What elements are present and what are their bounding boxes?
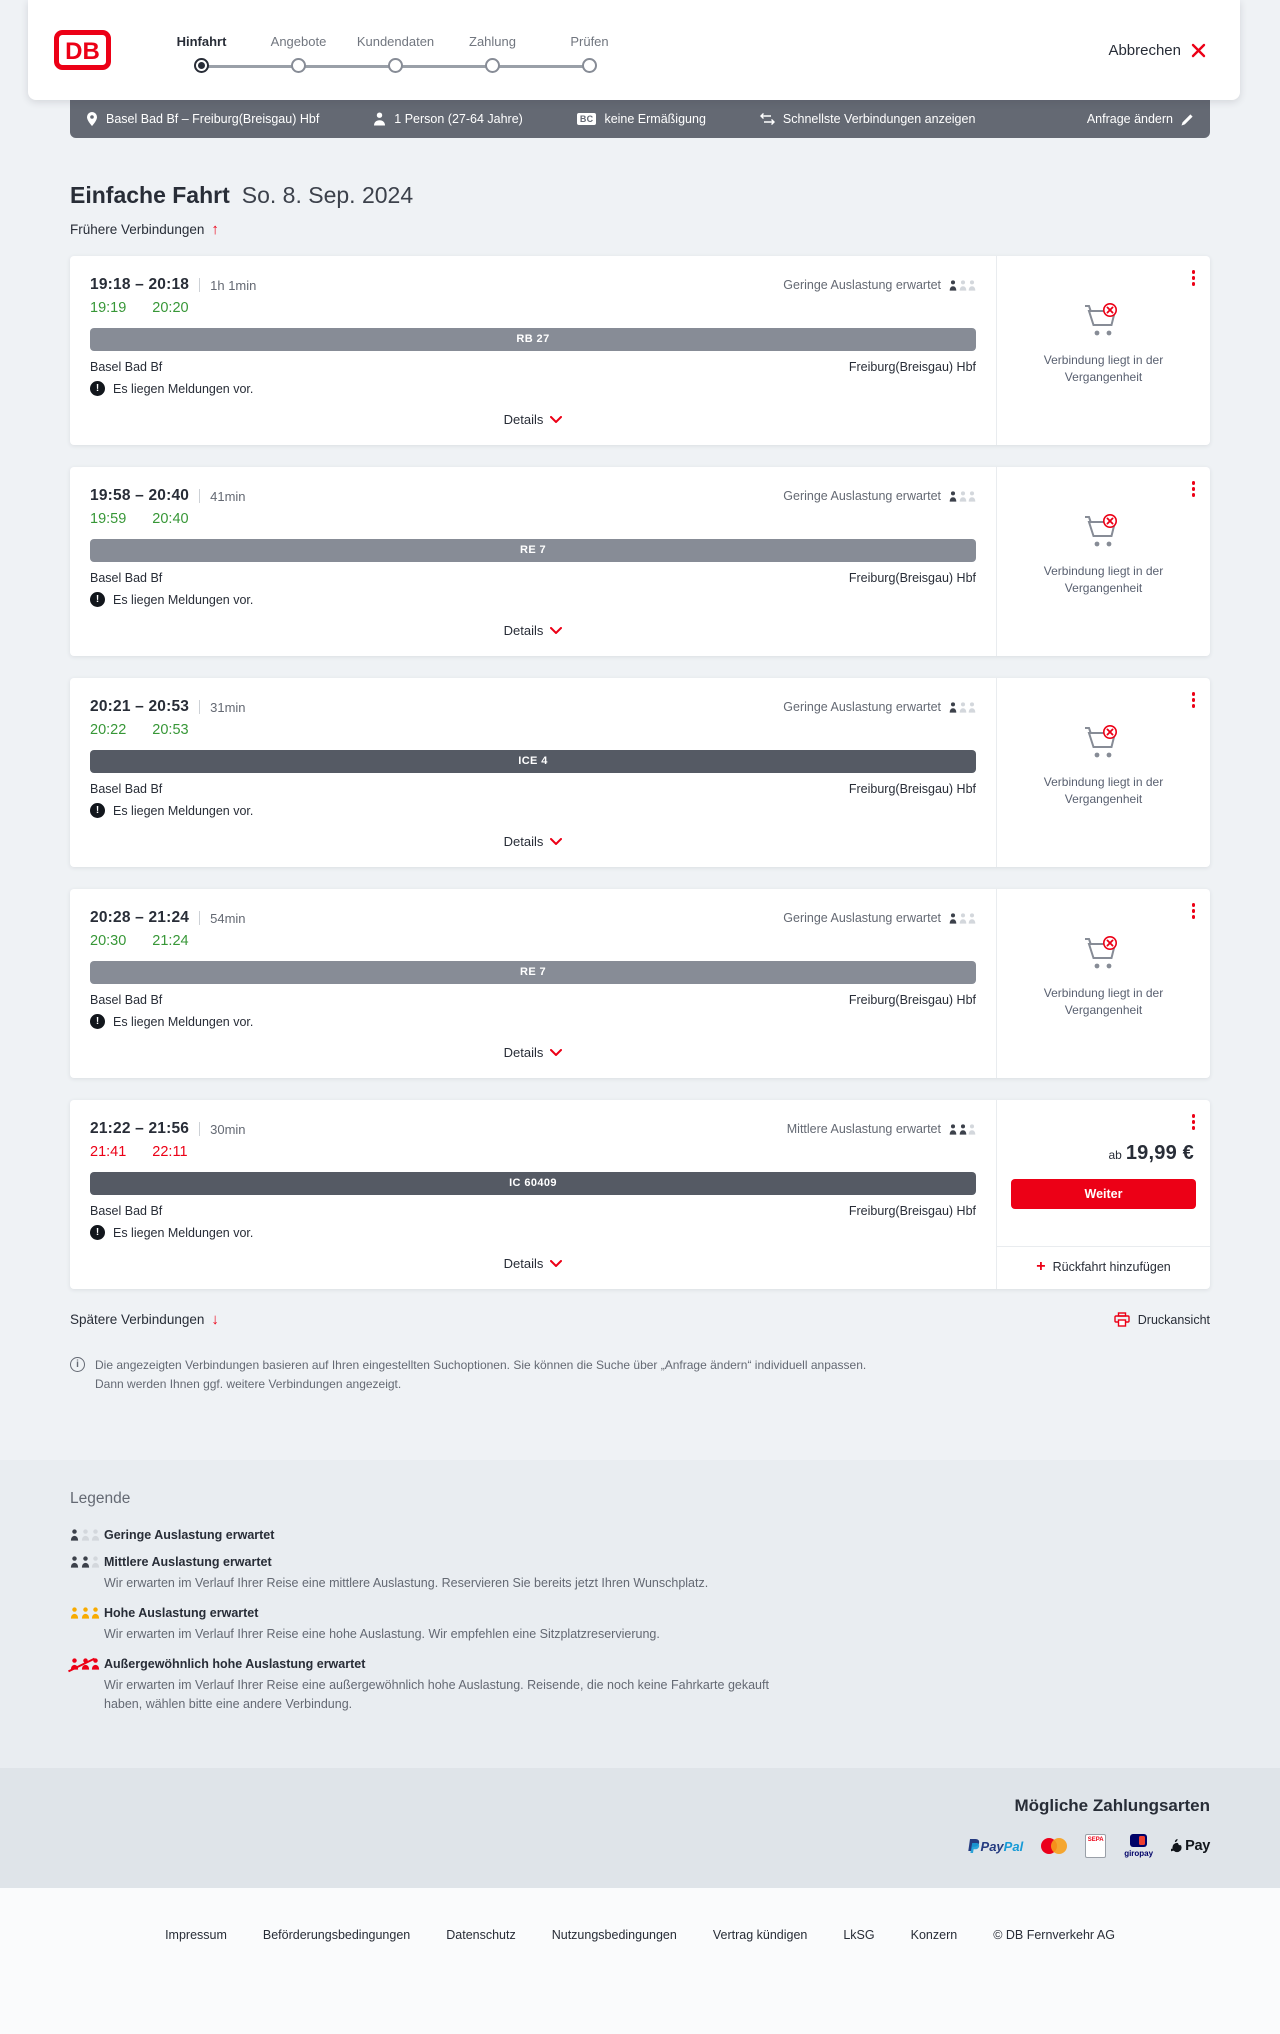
occupancy-legend-icon [70,1529,93,1541]
occupancy-icon [949,280,976,291]
stepper-step-dot [291,58,306,73]
search-options-info-text: Die angezeigten Verbindungen basieren auf Ihren eingestellten Suchoptionen. Sie können die Suche über „Anfrage ändern“ individuell anpassen. Dann werden Ihnen ggf. weitere Verbindungen angezeigt. [95,1358,867,1392]
details-toggle[interactable] [90,408,976,433]
journey-message-label: Es liegen Meldungen vor. [113,1014,254,1029]
stepper-step-dot [485,58,500,73]
details-label: Details [503,412,544,427]
query-traveler [373,112,523,126]
journey-card [70,256,1210,445]
past-connection-panel [1018,935,1190,1020]
occupancy-indicator [783,911,976,925]
bahncard-icon: BC [577,113,597,125]
details-label: Details [503,623,544,638]
real-departure-time: 19:19 [90,300,127,316]
occupancy-icon [949,1124,976,1135]
journey-message [90,1014,976,1029]
cart-unavailable-icon [1018,513,1190,551]
footer-link[interactable]: Vertrag kündigen [712,1928,808,1943]
travel-date: So. 8. Sep. 2024 [241,182,414,208]
footer-link[interactable]: Nutzungsbedingungen [551,1928,677,1943]
page-head [70,182,1210,209]
real-arrival-time: 20:53 [152,722,189,738]
details-label: Details [503,1256,544,1271]
payment-title: Mögliche Zahlungsarten [1014,1796,1210,1816]
past-connection-caption: Verbindung liegt in der Vergangenheit [1043,986,1164,1018]
occupancy-indicator [787,1122,976,1136]
journey-header [90,1120,976,1138]
print-view-label: Druckansicht [1137,1312,1210,1327]
journey-time-range: 21:22 – 21:56 [90,1120,190,1137]
stepper-step[interactable] [250,34,347,73]
more-options-button[interactable] [1190,268,1198,288]
occupancy-legend-icon [70,1556,93,1568]
journey-card-body [70,467,996,656]
later-connections-link[interactable] [70,1311,219,1328]
destination-station: Freiburg(Breisgau) Hbf [848,360,976,374]
past-connection-panel [1018,513,1190,598]
chevron-down-icon [550,416,562,423]
occupancy-label: Geringe Auslastung erwartet [783,911,941,925]
journey-header [90,487,976,505]
stepper-step[interactable] [444,34,541,73]
journey-card-body [70,1100,996,1289]
later-connections-label: Spätere Verbindungen [70,1312,205,1327]
real-departure-time: 19:59 [90,511,127,527]
booking-stepper [153,28,638,73]
journey-header [90,909,976,927]
real-departure-time: 20:30 [90,933,127,949]
journey-duration: 30min [210,1121,246,1137]
svg-text:DB: DB [65,38,100,65]
journey-card [70,678,1210,867]
past-connection-panel [1018,302,1190,387]
search-options-info [70,1356,870,1394]
pencil-icon [1181,113,1194,126]
occupancy-indicator [783,700,976,714]
train-segment-bar: RE 7 [90,539,976,562]
more-options-button[interactable] [1190,690,1198,710]
sepa-lastschrift-icon: SEPA [1085,1834,1106,1858]
occupancy-icon [949,913,976,924]
real-arrival-time: 20:20 [152,300,189,316]
legend-item [70,1528,1210,1542]
journey-message [90,381,976,396]
journey-time-range: 20:21 – 20:53 [90,698,190,715]
payment-section [0,1768,1280,1888]
stepper-step-label: Zahlung [469,33,516,49]
journey-duration: 31min [210,699,246,715]
more-options-button[interactable] [1190,1112,1198,1132]
legend-section [0,1460,1280,1768]
connections-main [70,138,1210,1460]
train-segment-bar: IC 60409 [90,1172,976,1195]
chevron-down-icon [550,627,562,634]
occupancy-icon [949,702,976,713]
add-return-trip-button[interactable] [997,1246,1210,1279]
train-segment-bar: RB 27 [90,328,976,351]
journey-stations [90,571,976,585]
stepper-step-dot [582,58,597,73]
close-icon [1191,43,1206,58]
stepper-step-label: Kundendaten [356,33,435,49]
cancel-label: Abbrechen [1108,41,1181,59]
chevron-down-icon [550,1260,562,1267]
alert-icon: ! [90,1014,105,1029]
journey-real-times [90,933,976,949]
legend-title: Legende [70,1490,131,1508]
journey-real-times [90,511,976,527]
legend-item-description: Wir erwarten im Verlauf Ihrer Reise eine mittlere Auslastung. Reservieren Sie bereits jetzt Ihren Wunschplatz. [104,1576,709,1591]
journey-card [70,467,1210,656]
earlier-connections-label: Frühere Verbindungen [70,222,205,237]
plus-icon: + [1036,1258,1046,1275]
journey-duration: 41min [210,488,246,504]
divider [199,911,200,925]
occupancy-icon [949,491,976,502]
journey-card-side-panel [996,1100,1210,1289]
later-row [70,1311,1210,1328]
offer-panel [1011,1114,1196,1279]
add-return-trip-label: Rückfahrt hinzufügen [1052,1260,1171,1274]
arrow-up-icon: ↑ [211,221,219,238]
journey-card-body [70,889,996,1078]
price [1011,1142,1196,1165]
apple-pay-icon: Pay [1171,1838,1210,1854]
alert-icon: ! [90,381,105,396]
printer-icon [1114,1312,1130,1327]
real-arrival-time: 22:11 [152,1144,188,1160]
continue-button[interactable]: Weiter [1011,1179,1196,1209]
journey-time-range: 19:18 – 20:18 [90,276,190,293]
journey-stations [90,1204,976,1218]
details-label: Details [503,1045,544,1060]
real-departure-time: 21:41 [90,1144,127,1160]
journey-message [90,1225,976,1240]
details-toggle[interactable] [90,830,976,855]
legend-item-label: Mittlere Auslastung erwartet [104,1555,272,1570]
journey-message-label: Es liegen Meldungen vor. [113,803,254,818]
journey-card-body [70,678,996,867]
query-traveler-label: 1 Person (27-64 Jahre) [394,112,523,126]
origin-station: Basel Bad Bf [90,1204,163,1218]
stepper-step[interactable] [153,34,250,73]
occupancy-indicator [783,489,976,503]
legend-item [70,1657,1210,1714]
mastercard-icon [1041,1838,1067,1854]
details-toggle[interactable] [90,1041,976,1066]
alert-icon: ! [90,803,105,818]
legend-item [70,1606,1210,1644]
journey-card [70,1100,1210,1289]
journey-stations [90,360,976,374]
query-summary-bar [70,100,1210,138]
query-route [86,111,319,127]
cancel-button[interactable] [1108,42,1206,59]
edit-query-button[interactable] [1087,112,1194,126]
occupancy-label: Geringe Auslastung erwartet [783,489,941,503]
divider [199,700,200,714]
journey-card-side-panel [996,467,1210,656]
stepper-step-label: Hinfahrt [176,33,227,49]
real-arrival-time: 21:24 [152,933,189,949]
price-prefix: ab [1108,1148,1122,1162]
cart-unavailable-icon [1018,302,1190,340]
destination-station: Freiburg(Breisgau) Hbf [848,571,976,585]
copyright: © DB Fernverkehr AG [993,1928,1115,1943]
journey-duration: 54min [210,910,246,926]
legend-item-description: Wir erwarten im Verlauf Ihrer Reise eine hohe Auslastung. Wir empfehlen eine Sitzplatzreservierung. [104,1627,660,1642]
footer-link[interactable]: LkSG [843,1928,875,1943]
real-arrival-time: 20:40 [152,511,189,527]
origin-station: Basel Bad Bf [90,360,163,374]
db-logo [54,30,111,70]
occupancy-label: Geringe Auslastung erwartet [783,700,941,714]
info-icon: i [70,1357,85,1372]
alert-icon: ! [90,1225,105,1240]
journey-header [90,698,976,716]
footer-link[interactable]: Impressum [165,1928,227,1943]
paypal-icon: PayPal [967,1838,1024,1854]
occupancy-label: Geringe Auslastung erwartet [783,278,941,292]
origin-station: Basel Bad Bf [90,782,163,796]
stepper-step-label: Prüfen [570,33,609,49]
journey-card-body [70,256,996,445]
divider [199,1122,200,1136]
journey-message [90,592,976,607]
query-fastest-label: Schnellste Verbindungen anzeigen [782,112,976,126]
details-toggle[interactable] [90,619,976,644]
journey-card-side-panel [996,889,1210,1078]
top-bar [28,0,1240,100]
cart-unavailable-icon [1018,935,1190,973]
destination-station: Freiburg(Breisgau) Hbf [848,1204,976,1218]
journey-card-side-panel [996,256,1210,445]
occupancy-indicator [783,278,976,292]
page-title: Einfache Fahrt [70,182,230,208]
journey-card [70,889,1210,1078]
footer-link[interactable]: Datenschutz [446,1928,516,1943]
train-segment-bar: ICE 4 [90,750,976,773]
print-view-link[interactable] [1114,1312,1210,1327]
person-icon [373,112,386,126]
earlier-connections-link[interactable] [70,221,219,238]
footer-link[interactable]: Konzern [910,1928,958,1943]
price-value: 19,99 € [1125,1142,1194,1164]
journey-stations [90,782,976,796]
origin-station: Basel Bad Bf [90,993,163,1007]
occupancy-legend-icon [70,1658,93,1670]
query-discount-label: keine Ermäßigung [604,112,706,126]
legend-item [70,1555,1210,1593]
destination-station: Freiburg(Breisgau) Hbf [848,782,976,796]
arrow-down-icon: ↓ [211,1311,219,1328]
journey-message-label: Es liegen Meldungen vor. [113,592,254,607]
chevron-down-icon [550,1049,562,1056]
journey-message-label: Es liegen Meldungen vor. [113,381,254,396]
location-pin-icon [86,111,98,127]
legend-item-label: Hohe Auslastung erwartet [104,1606,259,1621]
stepper-step[interactable] [347,34,444,73]
stepper-step-dot [388,58,403,73]
query-fastest [760,112,976,126]
real-departure-time: 20:22 [90,722,127,738]
past-connection-caption: Verbindung liegt in der Vergangenheit [1043,564,1164,596]
alert-icon: ! [90,592,105,607]
journey-header [90,276,976,294]
cart-unavailable-icon [1018,724,1190,762]
journey-time-range: 19:58 – 20:40 [90,487,190,504]
journey-stations [90,993,976,1007]
journey-real-times [90,722,976,738]
past-connection-caption: Verbindung liegt in der Vergangenheit [1043,353,1164,385]
legend-item-label: Außergewöhnlich hohe Auslastung erwartet [104,1656,366,1671]
stepper-step-label: Angebote [270,33,327,49]
past-connection-panel [1018,724,1190,809]
legend-item-label: Geringe Auslastung erwartet [104,1528,275,1543]
journey-duration: 1h 1min [210,277,257,293]
divider [199,278,200,292]
journey-real-times [90,1144,976,1160]
payment-methods [70,1834,1210,1858]
journey-real-times [90,300,976,316]
origin-station: Basel Bad Bf [90,571,163,585]
details-label: Details [503,834,544,849]
journey-message [90,803,976,818]
past-connection-caption: Verbindung liegt in der Vergangenheit [1043,775,1164,807]
occupancy-label: Mittlere Auslastung erwartet [786,1122,941,1136]
train-segment-bar: RE 7 [90,961,976,984]
giropay-icon: giropay [1124,1834,1153,1858]
legend-item-description: Wir erwarten im Verlauf Ihrer Reise eine außergewöhnlich hohe Auslastung. Reisende, die noch keine Fahrkarte gekauft haben, wählen bitte eine andere Verbindung. [104,1677,769,1711]
occupancy-legend-icon [70,1607,93,1619]
journey-time-range: 20:28 – 21:24 [90,909,190,926]
details-toggle[interactable] [90,1252,976,1277]
divider [199,489,200,503]
page-footer [0,1888,1280,2034]
chevron-down-icon [550,838,562,845]
swap-arrows-icon [760,113,775,125]
journey-card-side-panel [996,678,1210,867]
query-discount [577,112,706,126]
footer-link[interactable]: Beförderungsbedingungen [262,1928,411,1943]
more-options-button[interactable] [1190,901,1198,921]
stepper-step[interactable] [541,34,638,73]
more-options-button[interactable] [1190,479,1198,499]
journey-message-label: Es liegen Meldungen vor. [113,1225,254,1240]
stepper-step-dot [194,58,209,73]
destination-station: Freiburg(Breisgau) Hbf [848,993,976,1007]
query-route-label: Basel Bad Bf – Freiburg(Breisgau) Hbf [106,112,320,126]
edit-query-label: Anfrage ändern [1086,112,1173,126]
